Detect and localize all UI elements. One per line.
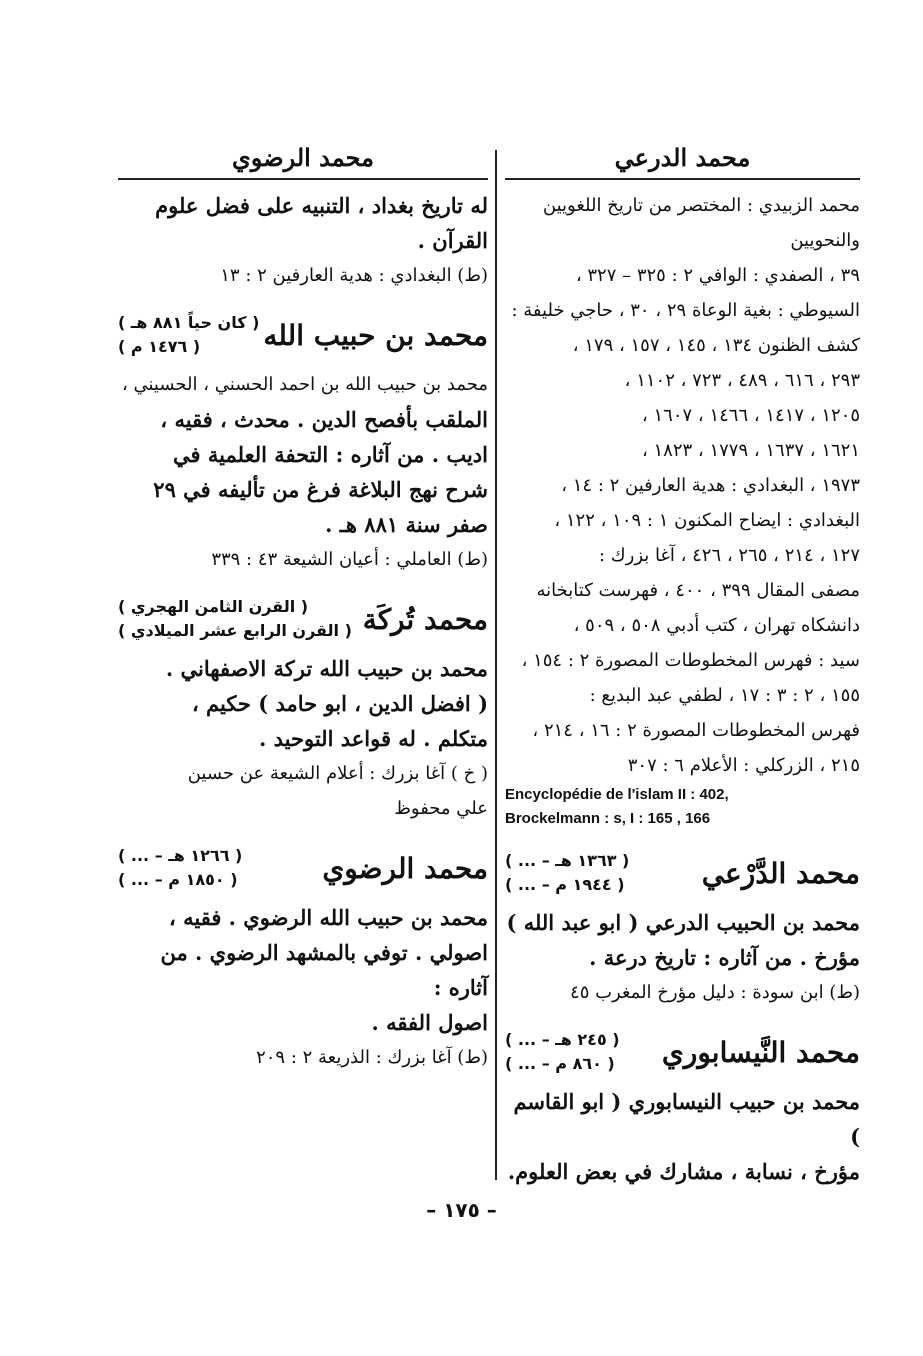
date-gregorian: ( ١٤٧٦ م ): [118, 337, 201, 356]
entry-dates: [505, 849, 629, 897]
entry-source: علي محفوظ: [394, 798, 488, 819]
intro-block: [118, 188, 488, 293]
entry-line: اصولي . توفي بالمشهد الرضوي . من آثاره :: [160, 940, 488, 1000]
entry-title: محمد الرضوي: [322, 851, 488, 885]
entry-darai: [505, 849, 860, 1010]
entry-line: مؤرخ ، نسابة ، مشارك في بعض العلوم.: [507, 1159, 860, 1184]
header-rule: [118, 178, 488, 180]
entry-nisaburi: [505, 1028, 860, 1189]
date-gregorian: ( ... – ١٩٤٤ م ): [505, 875, 625, 894]
entry-dates: [118, 595, 352, 643]
date-gregorian: ( ... – ١٨٥٠ م ): [118, 870, 238, 889]
source-line: ٣٩ ، الصفدي : الوافي ٢ : ٣٢٥ – ٣٢٧ ،: [575, 265, 860, 286]
entry-radawi: [118, 844, 488, 1075]
entry-source: (ط) ابن سودة : دليل مؤرخ المغرب ٤٥: [570, 982, 860, 1003]
source-line: البغدادي : ايضاح المكنون ١ : ١٠٩ ، ١٢٢ ،: [554, 510, 860, 531]
column-divider: [495, 150, 497, 1180]
entry-line: اديب . من آثاره : التحفة العلمية في: [173, 442, 488, 467]
entry-habib-allah: [118, 311, 488, 577]
entry-line: محمد بن حبيب النيسابوري ( ابو القاسم ): [513, 1089, 860, 1149]
date-hijri: ( القرن الثامن الهجري ): [118, 597, 309, 616]
entry-title: محمد الدَّرْعي: [701, 856, 860, 890]
date-hijri: ( ... – ١٣٦٣ هـ ): [505, 851, 630, 870]
sources-block: [505, 188, 860, 831]
date-gregorian: ( ... – ٨٦٠ م ): [505, 1054, 615, 1073]
entry-line: محمد بن حبيب الله الرضوي . فقيه ،: [169, 905, 488, 930]
entry-title: محمد النَّيسابوري: [661, 1035, 860, 1069]
entry-source: (ط) آغا بزرك : الذريعة ٢ : ٢٠٩: [256, 1047, 488, 1068]
page-number: – ١٧٥ –: [426, 1198, 497, 1222]
date-gregorian: ( القرن الرابع عشر الميلادي ): [118, 621, 352, 640]
entry-source: (ط) البغدادي : هدية العارفين ٢ : ١٣: [220, 265, 488, 286]
right-column: [505, 138, 860, 1189]
latin-source-line: Brockelmann : s, I : 165 , 166: [505, 810, 711, 827]
running-head-right: محمد الدرعي: [614, 143, 751, 172]
source-line: ١٢٧ ، ٢١٤ ، ٢٦٥ ، ٤٢٦ ، آغا بزرك :: [599, 545, 860, 566]
entry-turka: [118, 595, 488, 826]
entry-line: صفر سنة ٨٨١ هـ .: [325, 512, 488, 537]
entry-dates: [118, 311, 259, 359]
date-hijri: ( ... – ١٢٦٦ هـ ): [118, 846, 243, 865]
running-head-left: محمد الرضوي: [232, 143, 374, 172]
entry-line: القرآن .: [417, 228, 488, 253]
entry-line: متكلم . له قواعد التوحيد .: [259, 726, 488, 751]
entry-title: محمد بن حبيب الله: [263, 318, 488, 352]
source-line: ٢٩٣ ، ٦١٦ ، ٤٨٩ ، ٧٢٣ ، ١١٠٢ ،: [624, 370, 860, 391]
source-line: مصفى المقال ٣٩٩ ، ٤٠٠ ، فهرست كتابخانه: [536, 580, 860, 601]
entry-source: (ط) العاملي : أعيان الشيعة ٤٣ : ٣٣٩: [211, 549, 488, 570]
entry-line: الملقب بأفصح الدين . محدث ، فقيه ،: [160, 407, 488, 432]
entry-line: اصول الفقه .: [371, 1010, 488, 1035]
entry-dates: [505, 1028, 620, 1076]
source-line: السيوطي : بغية الوعاة ٢٩ ، ٣٠ ، حاجي خليفة :: [511, 300, 860, 321]
source-line: ١٥٥ ، ٢ : ٣ : ١٧ ، لطفي عبد البديع :: [589, 685, 860, 706]
entry-dates: [118, 844, 242, 892]
source-line: محمد الزبيدي : المختصر من تاريخ اللغويين والنحويين: [542, 195, 860, 251]
source-line: سيد : فهرس المخطوطات المصورة ٢ : ١٥٤ ،: [521, 650, 860, 671]
date-hijri: ( كان حياً ٨٨١ هـ ): [118, 313, 260, 332]
entry-line: شرح نهج البلاغة فرغ من تأليفه في ٢٩: [153, 477, 488, 502]
entry-source: ( خ ) آغا بزرك : أعلام الشيعة عن حسين: [187, 763, 488, 784]
latin-source-line: Encyclopédie de l'islam II : 402,: [505, 786, 729, 803]
entry-line: مؤرخ . من آثاره : تاريخ درعة .: [589, 945, 860, 970]
left-column: [118, 138, 488, 1075]
source-line: ٢١٥ ، الزركلي : الأعلام ٦ : ٣٠٧: [627, 755, 860, 776]
date-hijri: ( ... – ٢٤٥ هـ ): [505, 1030, 620, 1049]
source-line: ١٦٢١ ، ١٦٣٧ ، ١٧٧٩ ، ١٨٢٣ ،: [641, 440, 860, 461]
entry-line: محمد بن حبيب الله تركة الاصفهاني .: [165, 656, 488, 681]
entry-title: محمد تُركَة: [362, 602, 488, 636]
source-line: ١٢٠٥ ، ١٤١٧ ، ١٤٦٦ ، ١٦٠٧ ،: [641, 405, 860, 426]
entry-line: ( افضل الدين ، ابو حامد ) حكيم ،: [191, 691, 488, 716]
source-line: دانشكاه تهران ، كتب أدبي ٥٠٨ ، ٥٠٩ ،: [573, 615, 860, 636]
header-rule: [505, 178, 860, 180]
source-line: ١٩٧٣ ، البغدادي : هدية العارفين ٢ : ١٤ ،: [561, 475, 860, 496]
source-line: فهرس المخطوطات المصورة ٢ : ١٦ ، ٢١٤ ،: [532, 720, 860, 741]
entry-line: محمد بن حبيب الله بن احمد الحسني ، الحسيني ،: [121, 374, 488, 395]
entry-line: له تاريخ بغداد ، التنبيه على فضل علوم: [155, 193, 488, 218]
source-line: كشف الظنون ١٣٤ ، ١٤٥ ، ١٥٧ ، ١٧٩ ،: [572, 335, 860, 356]
entry-line: محمد بن الحبيب الدرعي ( ابو عبد الله ): [506, 910, 860, 935]
